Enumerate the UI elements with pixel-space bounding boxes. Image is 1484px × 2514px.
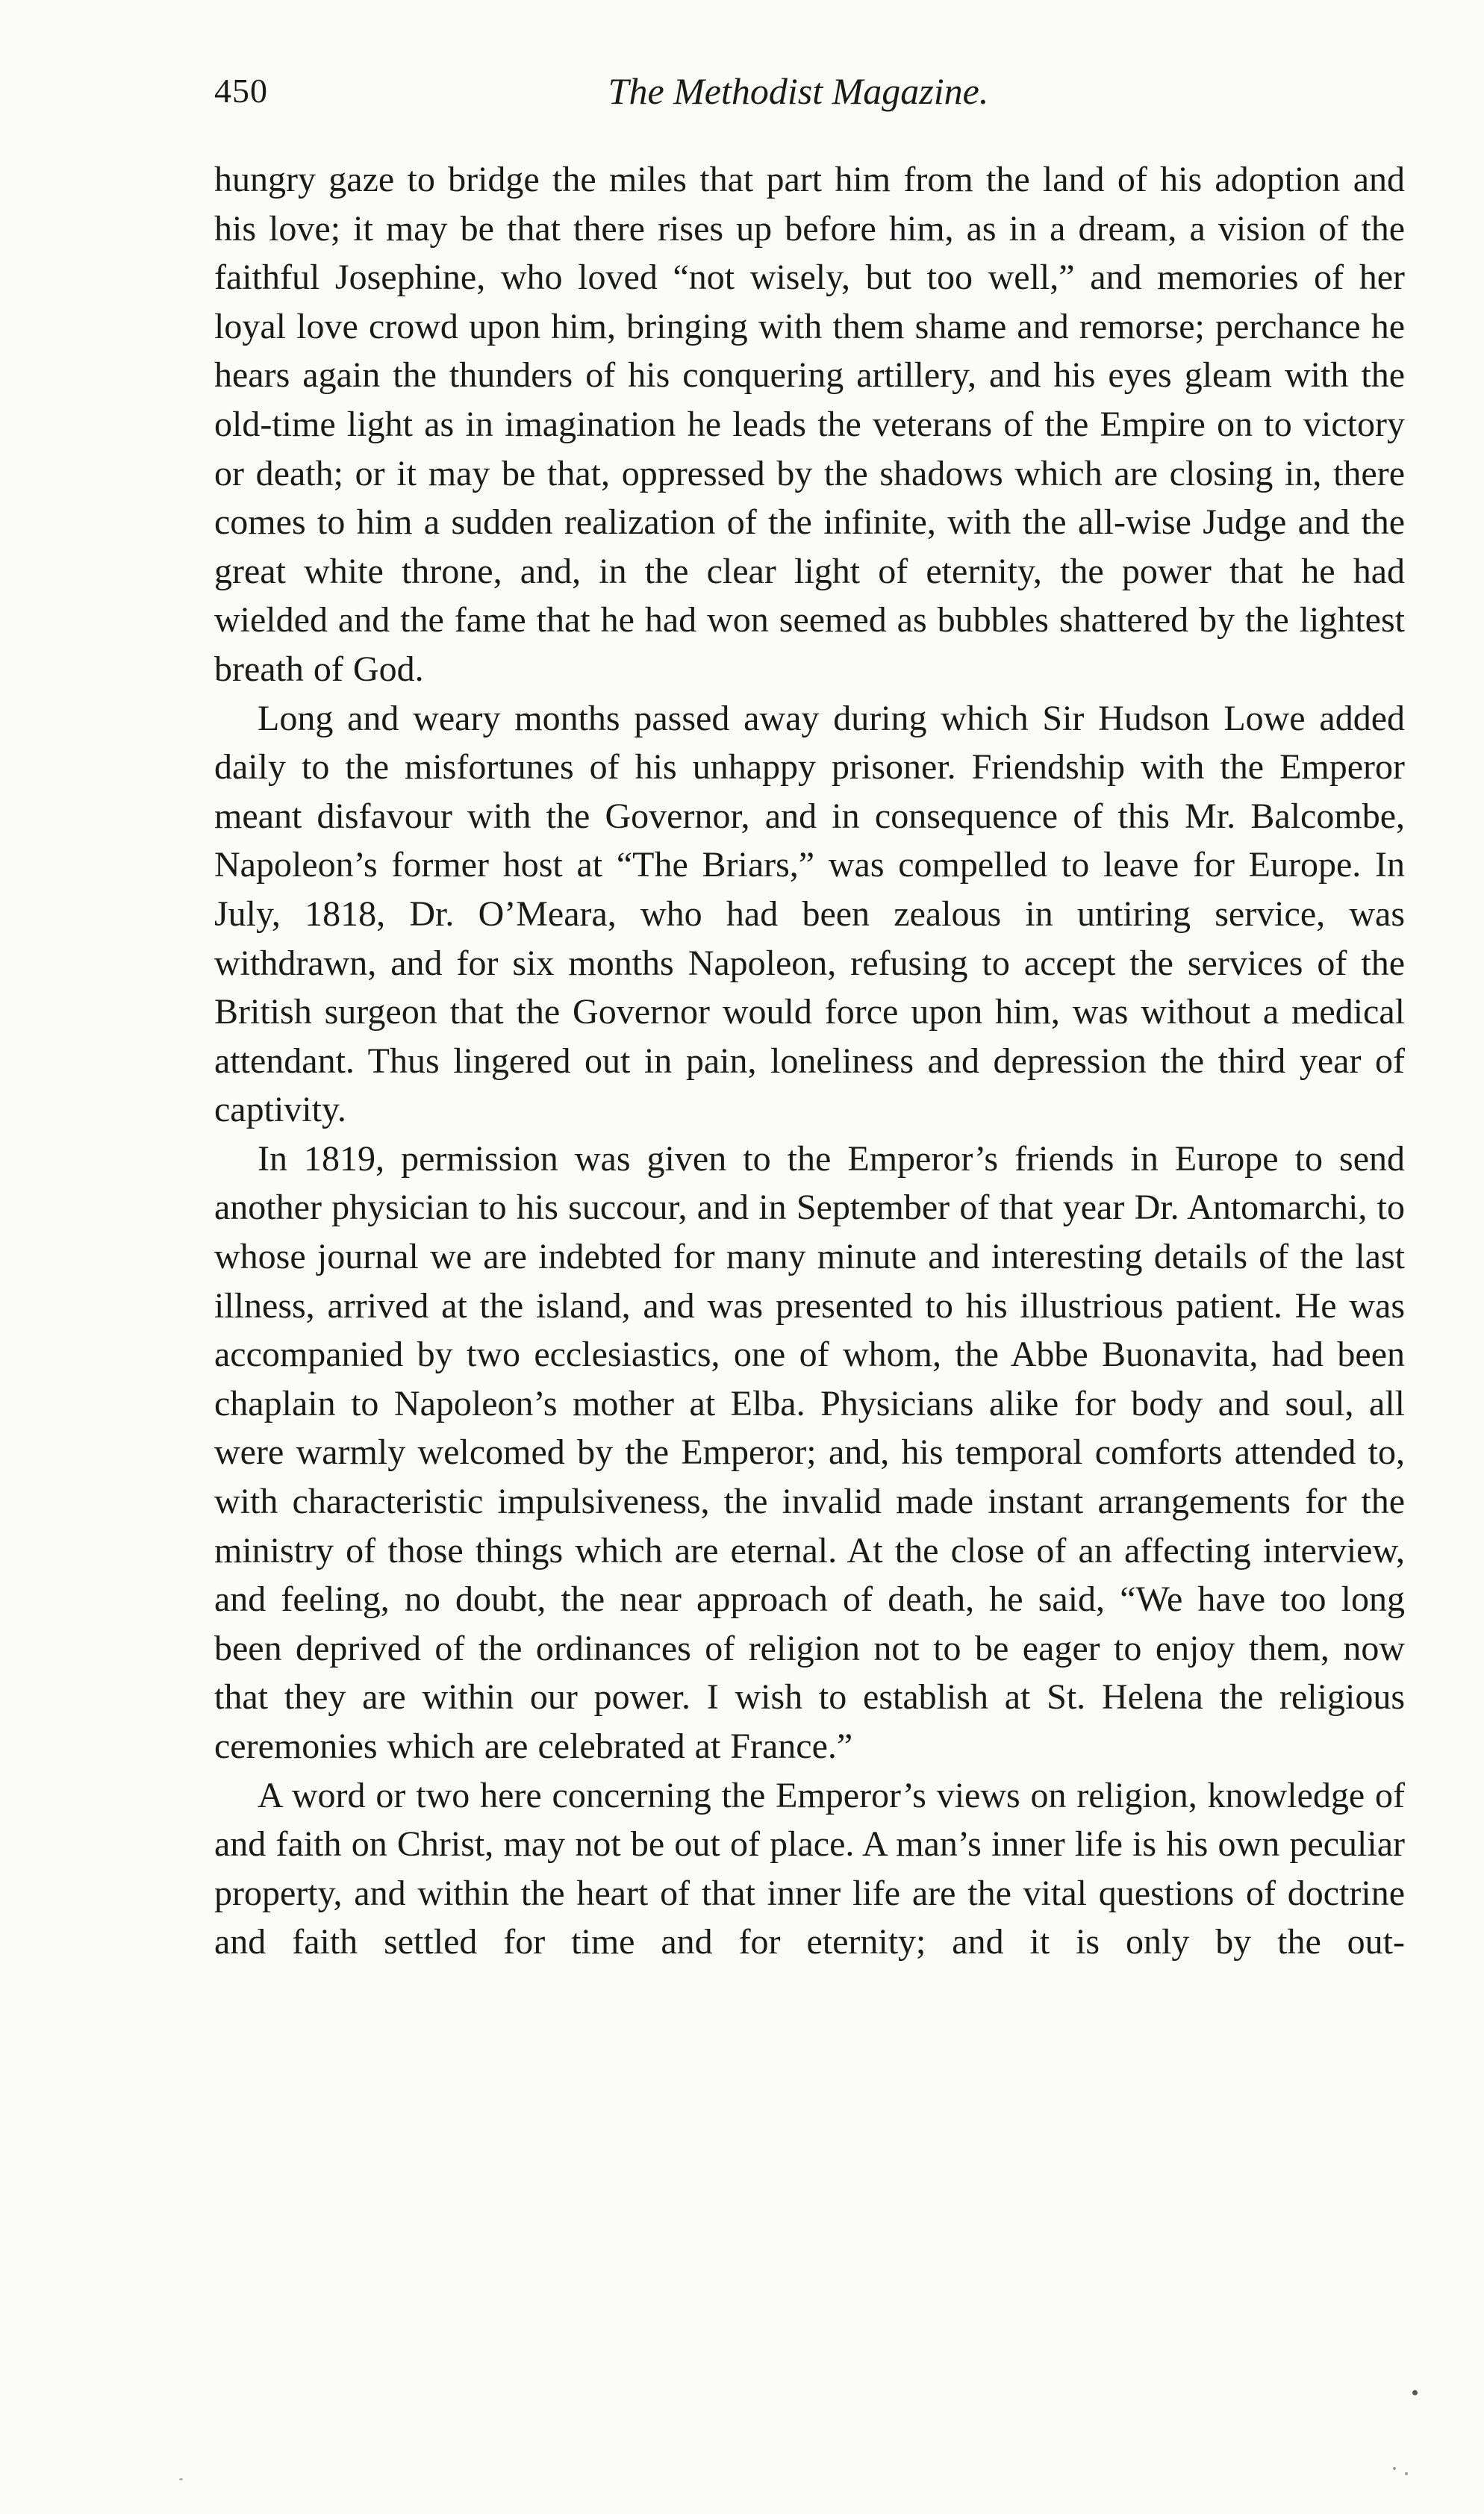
paragraph-religion: A word or two here concerning the Emperor’s views on religion, knowledge of and faith on Christ, may not be out of place. A man’s inner life is his own peculiar property, and within the heart of that inner life are the vital questions of doctrine and faith settled for time and for eternity; and it is only by the out- <box>214 1775 1405 1962</box>
paragraph-antomarchi: In 1819, permission was given to the Emperor’s friends in Europe to send another physician to his succour, and in September of that year Dr. Antomarchi, to whose journal we are indebted for many minute and interesting details of the last illness, arrived at the island, and was presented to his illustrious patient. He was accompanied by two ecclesiastics, one of whom, the Abbe Buonavita, had been chaplain to Napoleon’s mother at Elba. Physicians alike for body and soul, all were warmly welcomed by the Emperor; and, his temporal comforts attended to, with characteristic impulsiveness, the invalid made instant arrangements for the ministry of those things which are eternal. At the close of an affecting interview, and feeling, no doubt, the near approach of death, he said, “We have too long been deprived of the ordinances of religion not to be eager to enjoy them, now that they are within our power. I wish to establish at St. Helena the religious ceremonies which are celebrated at France.” <box>214 1138 1405 1766</box>
body-text <box>214 155 1405 1967</box>
scan-speck <box>1412 2390 1418 2395</box>
scan-speck <box>179 2478 183 2480</box>
running-title: The Methodist Magazine. <box>608 70 989 112</box>
paragraph-hudson-lowe: Long and weary months passed away during which Sir Hudson Lowe added daily to the misfortunes of his unhappy prisoner. Friendship with the Emperor meant disfavour with the Governor, and in consequence of this Mr. Balcombe, Napoleon’s former host at “The Briars,” was compelled to leave for Europe. In July, 1818, Dr. O’Meara, who had been zealous in untiring service, was withdrawn, and for six months Napoleon, refusing to accept the services of the British surgeon that the Governor would force upon him, was without a medical attendant. Thus lingered out in pain, loneliness and depression the third year of captivity. <box>214 698 1405 1130</box>
page-number: 450 <box>214 72 268 110</box>
scan-speck <box>1405 2472 1408 2475</box>
paragraph-continuation: hungry gaze to bridge the miles that part him from the land of his adoption and his love; it may be that there rises up before him, as in a dream, a vision of the faithful Josephine, who loved “not wisely, but too well,” and memories of her loyal love crowd upon him, bringing with them shame and remorse; perchance he hears again the thunders of his conquering artillery, and his eyes gleam with the old-time light as in imagination he leads the veterans of the Empire on to victory or death; or it may be that, oppressed by the shadows which are closing in, there comes to him a sudden realization of the infinite, with the all-wise Judge and the great white throne, and, in the clear light of eternity, the power that he had wielded and the fame that he had won seemed as bubbles shattered by the lightest breath of God. <box>214 160 1405 689</box>
scan-speck <box>1393 2467 1396 2470</box>
page-header <box>214 69 1382 121</box>
